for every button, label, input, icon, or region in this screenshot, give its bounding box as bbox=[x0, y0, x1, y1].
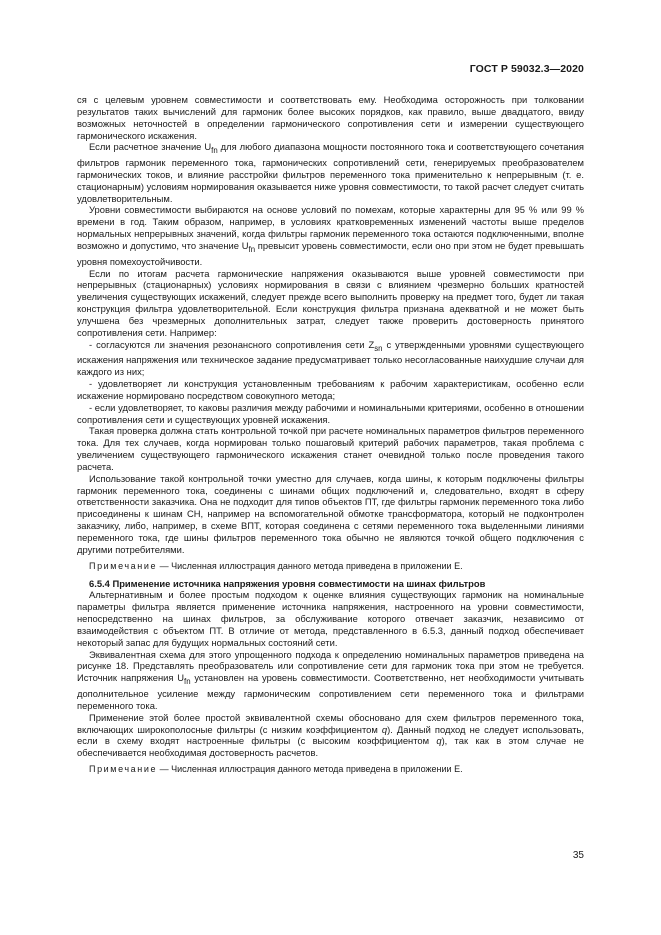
paragraph: Уровни совместимости выбираются на основе условий по помехам, которые характерны для 95 % или 99 % времени в год. Таким образом, например, в условиях кратковременных изменений частоты выше пределов нормальных непрерывных значений, когда фильтры гармоник переменного тока остаются подключенными, вполне возможно и допустимо, что значение $U_{fn}$ превысит уровень совместимости, если оно при этом не будет превышать уровня помехоустойчивости. bbox=[77, 204, 584, 267]
paragraph: Применение этой более простой эквивалентной схемы обосновано для схем фильтров переменного тока, включающих широкополосные фильтры (с низким коэффициентом q). Данный подход не следует использовать, если в схему входят настроенные фильтры (с высоким коэффициентом q), так как в этом случае не обеспечивается необходимая достоверность расчетов. bbox=[77, 711, 585, 759]
list-item: - удовлетворяет ли конструкция установленным требованиям к рабочим характеристикам, особенно если искажение нормировано посредством совокупного метода; bbox=[77, 378, 584, 401]
subscript: sn bbox=[374, 343, 383, 353]
paragraph: Альтернативным и более простым подходом к оценке влияния существующих гармоник на номинальные параметры фильтра является применение источника напряжения, настроенного на уровни совместимости, непосредственно на шинах фильтров, за обслуживание которого отвечает заказчик, независимо от взаимодействия с объектом ПТ. В отличие от метода, представленного в 6.5.3, данный подход обеспечивает некоторый запас для будущих нормальных состояний сети. bbox=[77, 589, 584, 648]
subscript: fn bbox=[211, 146, 218, 156]
paragraph: Такая проверка должна стать контрольной точкой при расчете номинальных параметров фильтров переменного тока. Для тех случаев, когда нормирован только пошаговый критерий рабочих параметров, такая проблема с увеличением существующего гармонического искажения станет очевидной только после проведения такого расчета. bbox=[77, 425, 584, 472]
page-number: 35 bbox=[572, 850, 584, 861]
note: Примечание — Численная иллюстрация данного метода приведена в приложении Е. bbox=[89, 764, 463, 775]
section-heading: 6.5.4 Применение источника напряжения уровня совместимости на шинах фильтров bbox=[89, 577, 486, 589]
paragraph: Эквивалентная схема для этого упрощенного подхода к определению номинальных параметров приведена на рисунке 18. Представлять преобразователь или сопротивление сети для гармоник тока при этом не требуется. Источник напряжения $U_{fn}$ установлен на уровень совместимости. Соответственно, нет необходимости учитывать дополнительное усиление между гармоническим сопротивлением сети переменного тока и фильтрами переменного тока. bbox=[77, 648, 584, 711]
document-body bbox=[77, 94, 584, 781]
note-label: Примечание bbox=[89, 560, 158, 571]
subscript: fn bbox=[184, 677, 191, 687]
list-item: - если удовлетворяет, то каковы различия между рабочими и номинальными критериями, особенно в отношении сопротивления сети и существующих уровней искажения. bbox=[77, 401, 584, 425]
note: Примечание — Численная иллюстрация данного метода приведена в приложении Е. bbox=[89, 560, 463, 571]
standard-id: ГОСТ Р 59032.3—2020 bbox=[469, 63, 584, 75]
paragraph: Если по итогам расчета гармонические напряжения оказываются выше уровней совместимости при непрерывных (стационарных) условиях нормирования в связи с влиянием чрезмерно больших кратностей увеличения существующих искажений, следует прежде всего выполнить проверку на предмет того, будет ли такая конструкция фильтра удовлетворительной. Если конструкция фильтра признана адекватной и не может быть улучшена без чрезмерных дополнительных затрат, следует также проверить достоверность принятого сопротивления сети. Например: bbox=[77, 267, 584, 338]
paragraph: ся с целевым уровнем совместимости и соответствовать ему. Необходима осторожность при толковании результатов таких вычислений для гармоник более высоких порядков, как правило, выше двадцатого, ввиду возможных неточностей в определении гармонического сопротивления сети и измерении существующего гармонического искажения. bbox=[77, 94, 584, 141]
paragraph: Использование такой контрольной точки уместно для случаев, когда шины, к которым подключены фильтры гармоник переменного тока, соединены с шинами общих подключений и, следовательно, входят в сферу ответственности заказчика. Она не подходит для типов объектов ПТ, где фильтры гармоник переменного тока либо присоединены к шинам СН, например на вспомогательной обмотке трансформатора, который не подконтролен заказчику, либо, например, в схеме ВПТ, которая соединена с сетями переменного тока выделенными линиями переменного тока, где шины фильтров переменного тока обычно не являются точкой общего подключения с другими потребителями. bbox=[77, 472, 584, 555]
note-label: Примечание bbox=[89, 764, 158, 775]
list-item: - согласуются ли значения резонансного сопротивления сети $Z_{sn}$ с утвержденными уровнями существующего искажения напряжения или техническое задание предусматривает только несогласованные наихудшие случаи для каждого из них; bbox=[77, 338, 584, 378]
paragraph: Если расчетное значение $U_{fn}$ для любого диапазона мощности постоянного тока и соответствующего сочетания фильтров гармоник переменного тока, гармонических сопротивлений сети, генерируемых преобразователем гармонических токов, и влияние расстройки фильтров переменного тока применительно к непрерывным (т. е. стационарным) условиям нормирования оказывается ниже уровня совместимости, то такой расчет следует считать удовлетворительным. bbox=[77, 141, 584, 204]
subscript: fn bbox=[248, 244, 256, 254]
